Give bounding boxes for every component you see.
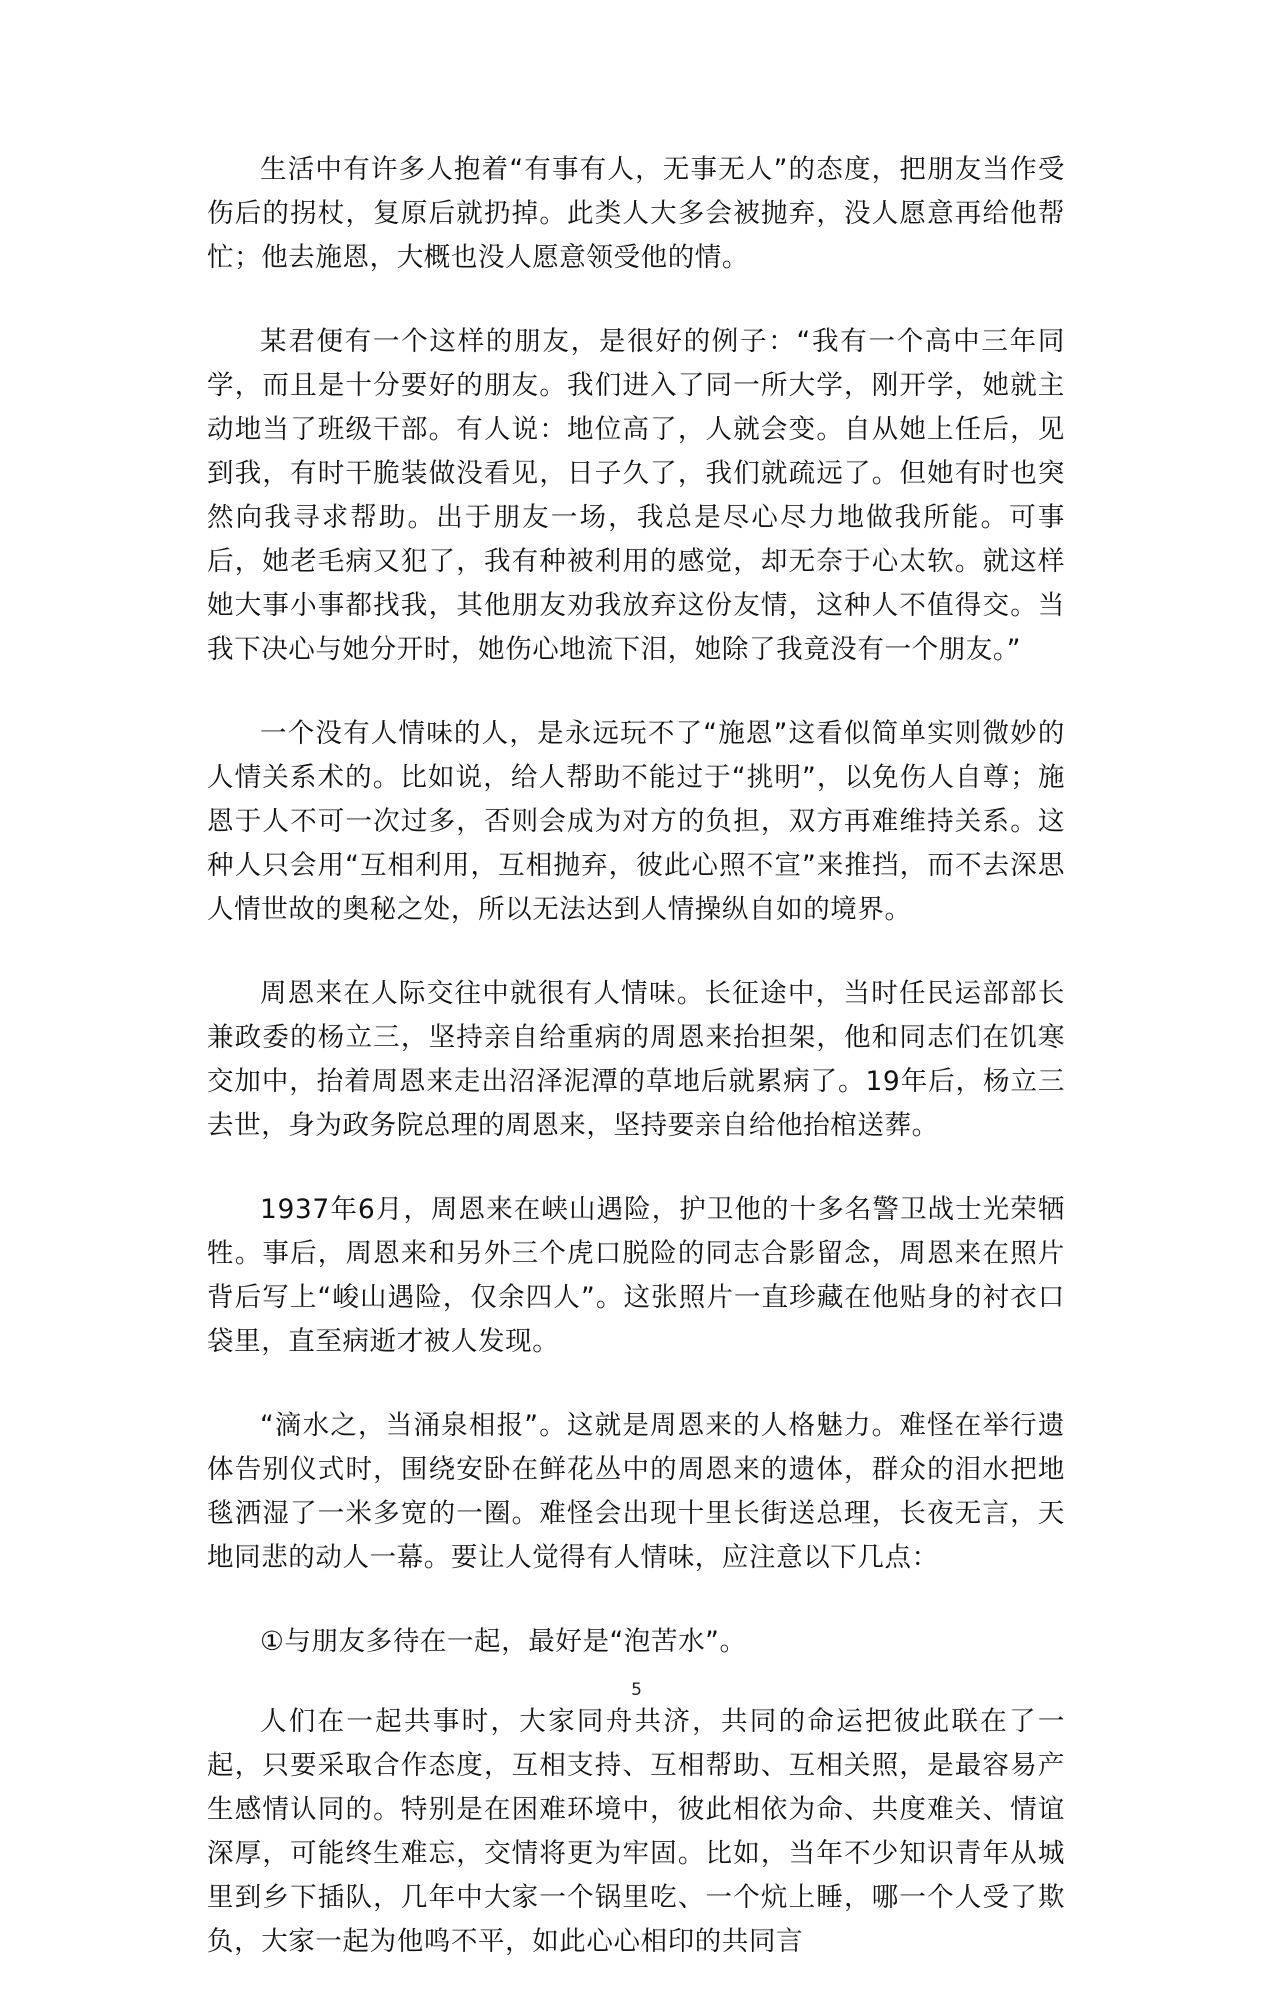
document-body <box>207 148 1065 2004</box>
paragraph-7: ①与朋友多待在一起，最好是“泡苦水”。 <box>260 1626 747 1657</box>
paragraph-4: 周恩来在人际交往中就很有人情味。长征途中，当时任民运部部长兼政委的杨立三，坚持亲自给重病的周恩来抬担架，他和同志们在饥寒交加中，抬着周恩来走出沼泽泥潭的草地后就累病了。19年后，杨立三去世，身为政务院总理的周恩来，坚持要亲自给他抬棺送葬。 <box>207 978 1065 1141</box>
paragraph-2: 某君便有一个这样的朋友，是很好的例子：“我有一个高中三年同学，而且是十分要好的朋友。我们进入了同一所大学，刚开学，她就主动地当了班级干部。有人说：地位高了，人就会变。自从她上任后，见到我，有时干脆装做没看见，日子久了，我们就疏远了。但她有时也突然向我寻求帮助。出于朋友一场，我总是尽心尽力地做我所能。可事后，她老毛病又犯了，我有种被利用的感觉，却无奈于心太软。就这样她大事小事都找我，其他朋友劝我放弃这份友情，这种人不值得交。当我下决心与她分开时，她伤心地流下泪，她除了我竟没有一个朋友。” <box>207 326 1065 665</box>
paragraph-3: 一个没有人情味的人，是永远玩不了“施恩”这看似简单实则微妙的人情关系术的。比如说，给人帮助不能过于“挑明”，以免伤人自尊；施恩于人不可一次过多，否则会成为对方的负担，双方再难维持关系。这种人只会用“互相利用，互相抛弃，彼此心照不宣”来推挡，而不去深思人情世故的奥秘之处，所以无法达到人情操纵自如的境界。 <box>207 718 1065 925</box>
paragraph-5: 1937年6月，周恩来在峡山遇险，护卫他的十多名警卫战士光荣牺牲。事后，周恩来和另外三个虎口脱险的同志合影留念，周恩来在照片背后写上“峻山遇险，仅余四人”。这张照片一直珍藏在他贴身的衬衣口袋里，直至病逝才被人发现。 <box>207 1194 1065 1357</box>
paragraph-6: “滴水之，当涌泉相报”。这就是周恩来的人格魅力。难怪在举行遗体告别仪式时，围绕安卧在鲜花丛中的周恩来的遗体，群众的泪水把地毯洒湿了一米多宽的一圈。难怪会出现十里长街送总理，长夜无言，天地同悲的动人一幕。要让人觉得有人情味，应注意以下几点： <box>207 1410 1065 1573</box>
paragraph-1: 生活中有许多人抱着“有事有人，无事无人”的态度，把朋友当作受伤后的拐杖，复原后就扔掉。此类人大多会被抛弃，没人愿意再给他帮忙；他去施恩，大概也没人愿意领受他的情。 <box>207 154 1065 273</box>
page-number: 5 <box>631 1680 642 1700</box>
paragraph-8: 人们在一起共事时，大家同舟共济，共同的命运把彼此联在了一起，只要采取合作态度，互相支持、互相帮助、互相关照，是最容易产生感情认同的。特别是在困难环境中，彼此相依为命、共度难关、情谊深厚，可能终生难忘，交情将更为牢固。比如，当年不少知识青年从城里到乡下插队，几年中大家一个锅里吃、一个炕上睡，哪一个人受了欺负，大家一起为他鸣不平，如此心心相印的共同言 <box>207 1706 1065 1957</box>
